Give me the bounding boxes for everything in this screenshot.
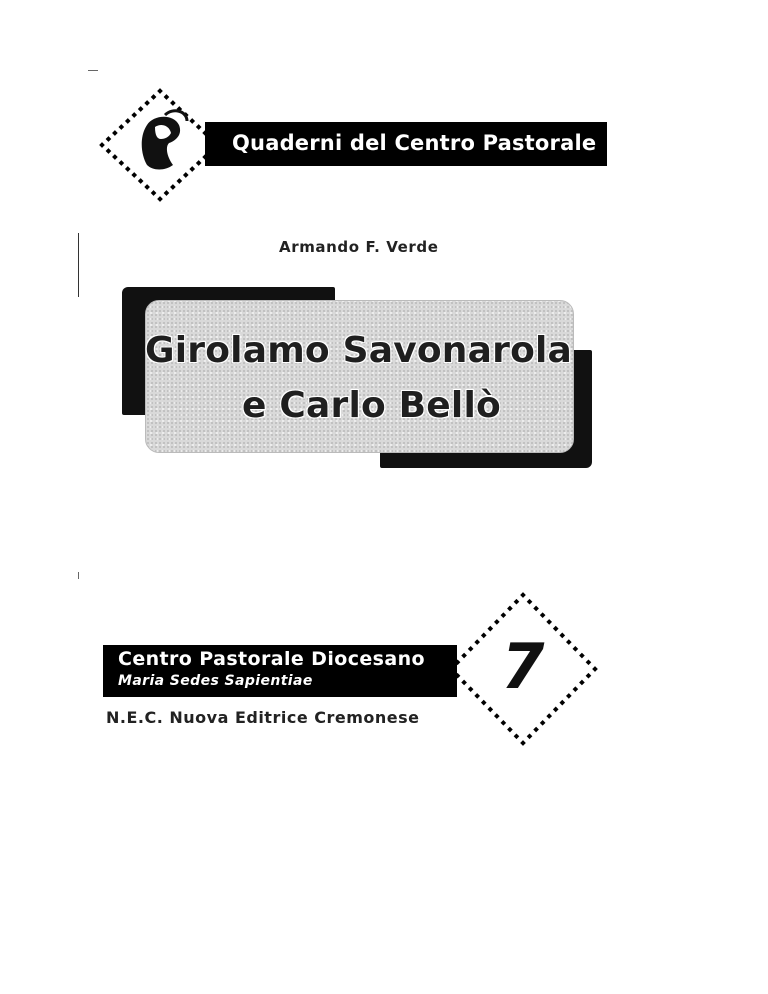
diamond-dot: [209, 136, 215, 142]
madonna-profile-icon: [95, 85, 225, 205]
diamond-dot: [151, 190, 157, 196]
diamond-dot: [566, 639, 572, 645]
diamond-dot: [487, 626, 493, 632]
diamond-dot: [112, 154, 118, 160]
diamond-dot: [507, 727, 513, 733]
scan-mark: [78, 572, 79, 579]
diamond-dot: [546, 713, 552, 719]
diamond-dot: [144, 184, 150, 190]
diamond-dot: [573, 686, 579, 692]
diamond-dot: [164, 94, 170, 100]
diamond-dot: [586, 659, 592, 665]
diamond-dot: [501, 720, 507, 726]
diamond-dot: [474, 639, 480, 645]
scan-mark: [88, 70, 98, 71]
diamond-dot: [579, 680, 585, 686]
diamond-dot: [209, 148, 215, 154]
diamond-dot: [481, 700, 487, 706]
volume-number: 7: [501, 630, 545, 703]
diamond-dot: [455, 659, 461, 665]
diamond-dot: [106, 136, 112, 142]
diamond-dot: [196, 160, 202, 166]
diamond-dot: [157, 196, 163, 202]
diamond-dot: [131, 112, 137, 118]
center-subtitle: Maria Sedes Sapientiae: [118, 673, 313, 689]
diamond-dot: [455, 673, 461, 679]
diamond-dot: [112, 130, 118, 136]
diamond-dot: [540, 612, 546, 618]
diamond-dot: [183, 172, 189, 178]
diamond-dot: [202, 130, 208, 136]
diamond-dot: [202, 154, 208, 160]
diamond-dot: [448, 666, 454, 672]
series-title: Quaderni del Centro Pastorale: [232, 131, 597, 155]
author: Armando F. Verde: [279, 238, 439, 256]
diamond-dot: [461, 680, 467, 686]
diamond-dot: [481, 633, 487, 639]
diamond-dot: [170, 184, 176, 190]
center-name: Centro Pastorale Diocesano: [118, 648, 425, 670]
diamond-dot: [527, 599, 533, 605]
diamond-dot: [586, 673, 592, 679]
diamond-dot: [559, 700, 565, 706]
diamond-dot: [533, 606, 539, 612]
diamond-dot: [125, 166, 131, 172]
diamond-dot: [546, 619, 552, 625]
diamond-dot: [157, 88, 163, 94]
diamond-dot: [520, 740, 526, 746]
diamond-dot: [520, 592, 526, 598]
diamond-dot: [189, 166, 195, 172]
diamond-dot: [215, 142, 221, 148]
diamond-dot: [494, 619, 500, 625]
diamond-dot: [494, 713, 500, 719]
diamond-dot: [559, 633, 565, 639]
diamond-dot: [468, 646, 474, 652]
diamond-dot: [131, 172, 137, 178]
diamond-dot: [125, 118, 131, 124]
diamond-dot: [119, 124, 125, 130]
diamond-dot: [540, 720, 546, 726]
margin-line: [78, 233, 79, 297]
diamond-dot: [527, 733, 533, 739]
diamond-dot: [501, 612, 507, 618]
diamond-dot: [487, 707, 493, 713]
diamond-dot: [106, 148, 112, 154]
diamond-dot: [553, 626, 559, 632]
diamond-dot: [507, 606, 513, 612]
diamond-dot: [533, 727, 539, 733]
diamond-dot: [553, 707, 559, 713]
diamond-dot: [461, 653, 467, 659]
diamond-dot: [119, 160, 125, 166]
diamond-dot: [170, 100, 176, 106]
diamond-dot: [468, 686, 474, 692]
book-title-line1: Girolamo Savonarola: [145, 330, 573, 371]
diamond-dot: [138, 178, 144, 184]
diamond-dot: [573, 646, 579, 652]
diamond-dot: [189, 118, 195, 124]
diamond-dot: [151, 94, 157, 100]
diamond-dot: [514, 599, 520, 605]
title-box: [145, 300, 574, 453]
publisher-name: N.E.C. Nuova Editrice Cremonese: [106, 708, 420, 727]
diamond-dot: [579, 653, 585, 659]
diamond-dot: [566, 693, 572, 699]
diamond-dot: [164, 190, 170, 196]
diamond-dot: [514, 733, 520, 739]
diamond-dot: [144, 100, 150, 106]
book-title-line2: e Carlo Bellò: [242, 385, 501, 426]
diamond-dot: [138, 106, 144, 112]
diamond-dot: [474, 693, 480, 699]
diamond-number-badge: [443, 588, 603, 750]
diamond-dot: [99, 142, 105, 148]
diamond-dot: [177, 178, 183, 184]
diamond-dot: [592, 666, 598, 672]
diamond-dot: [196, 124, 202, 130]
